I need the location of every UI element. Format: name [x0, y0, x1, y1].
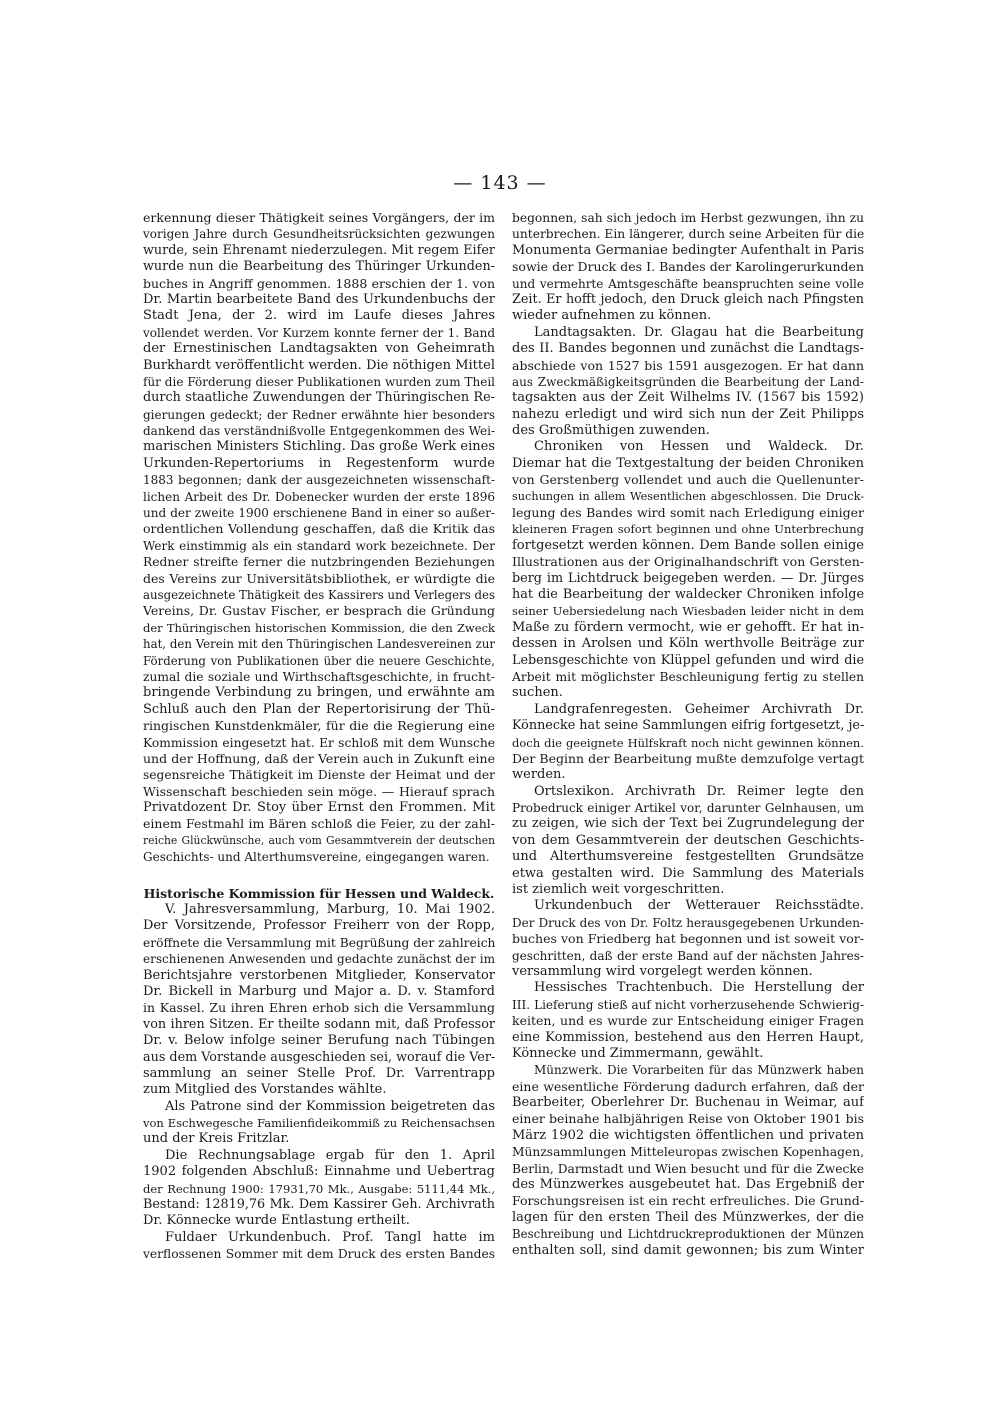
text-line: und der Hoffnung, daß der Verein auch in Zukunft eine [143, 750, 495, 766]
text-line: Urkunden-Repertoriums in Regestenform wurde [143, 455, 495, 471]
text-line: Münzwerk. Die Vorarbeiten für das Münzwerk haben [534, 1063, 864, 1078]
right-column [512, 210, 864, 1259]
text-line: kleineren Fragen sofort beginnen und ohne Unterbrechung [512, 522, 864, 537]
text-line: Könnecke und Zimmermann, gewählt. [512, 1045, 764, 1061]
text-line: der Thüringischen historischen Kommission, die den Zweck [143, 620, 495, 635]
text-line: legung des Bandes wird somit nach Erledigung einiger [512, 505, 864, 521]
text-line: erkennung dieser Thätigkeit seines Vorgängers, der im [143, 210, 495, 225]
text-line: tagsakten aus der Zeit Wilhelms IV. (1567 bis 1592) [512, 390, 864, 406]
text-line: ordentlichen Vollendung geschaffen, daß die Kritik das [143, 521, 495, 537]
text-line: in Kassel. Zu ihren Ehren erhob sich die Versammlung [143, 1000, 495, 1016]
text-line: marischen Ministers Stichling. Das große Werk eines [143, 439, 495, 455]
text-line: aus Zweckmäßigkeitsgründen die Bearbeitung der Land- [512, 374, 864, 389]
text-line: von dem Gesammtverein der deutschen Geschichts- [512, 832, 864, 848]
text-line: und der Kreis Fritzlar. [143, 1131, 290, 1147]
left-column [143, 210, 495, 1263]
text-line: fortgesetzt werden können. Dem Bande sollen einige [512, 537, 864, 553]
page-number: — 143 — [453, 172, 547, 194]
text-line: Der Beginn der Bearbeitung mußte demzufolge vertagt [512, 750, 864, 766]
text-line: und Alterthumsvereine festgestellten Grundsätze [512, 849, 864, 865]
text-line: Beschreibung und Lichtdruckreproduktionen der Münzen [512, 1227, 864, 1242]
text-line: seiner Uebersiedelung nach Wiesbaden leider nicht in dem [512, 604, 864, 619]
text-line: Illustrationen aus der Originalhandschrift von Gersten- [512, 554, 864, 570]
text-line: Als Patrone sind der Kommission beigetreten das [165, 1098, 495, 1114]
text-line: Der Druck des von Dr. Foltz herausgegebenen Urkunden- [512, 915, 864, 930]
text-line: nahezu erledigt und wird sich nun der Zeit Philipps [512, 406, 864, 422]
text-line: Dr. Martin bearbeitete Band des Urkundenbuchs der [143, 291, 495, 307]
text-line: Bestand: 12819,76 Mk. Dem Kassirer Geh. Archivrath [143, 1197, 495, 1213]
text-line: Münzsammlungen Mitteleuropas zwischen Kopenhagen, [512, 1145, 864, 1160]
text-line: Lebensgeschichte von Klüppel gefunden und wird die [512, 652, 864, 668]
text-line: der Rechnung 1900: 17931,70 Mk., Ausgabe: 5111,44 Mk., [143, 1181, 495, 1196]
text-line: sowie der Druck des I. Bandes der Karolingerurkunden [512, 259, 864, 275]
text-line: von ihren Sitzen. Er theilte sodann mit, daß Professor [143, 1016, 495, 1032]
text-line: vollendet werden. Vor Kurzem konnte ferner der 1. Band [143, 325, 495, 340]
text-line: hat die Bearbeitung der waldecker Chroniken infolge [512, 586, 864, 602]
text-line: Dr. Bickell in Marburg und Major a. D. v. Stamford [143, 983, 495, 999]
text-line: von Gerstenberg vollendet und auch die Quellenunter- [512, 472, 864, 488]
text-line: III. Lieferung stieß auf nicht vorherzusehende Schwierig- [512, 997, 864, 1012]
text-line: Berichtsjahre verstorbenen Mitglieder, Konservator [143, 967, 495, 983]
text-line: buches in Angriff genommen. 1888 erschien der 1. von [143, 275, 495, 291]
text-line: lichen Arbeit des Dr. Dobenecker wurden der erste 1896 [143, 489, 495, 504]
text-line: enthalten soll, sind damit gewonnen; bis zum Winter [512, 1242, 864, 1258]
text-line: zumal die soziale und Wirthschaftsgeschichte, in frucht- [143, 669, 495, 684]
text-line: und vermehrte Amtsgeschäfte beanspruchten seine volle [512, 276, 864, 291]
text-line: Dr. v. Below infolge seiner Berufung nach Tübingen [143, 1033, 495, 1049]
text-line: gierungen gedeckt; der Redner erwähnte hier besonders [143, 407, 495, 422]
text-line: Monumenta Germaniae bedingter Aufenthalt in Paris [512, 242, 864, 258]
text-line: zu zeigen, wie sich der Text bei Zugrundelegung der [512, 816, 864, 832]
text-line: Hessisches Trachtenbuch. Die Herstellung der [534, 980, 864, 996]
text-line: Diemar hat die Textgestaltung der beiden Chroniken [512, 455, 864, 471]
text-line: Bearbeiter, Oberlehrer Dr. Buchenau in Weimar, auf [512, 1095, 864, 1111]
text-line: verflossenen Sommer mit dem Druck des ersten Bandes [143, 1247, 495, 1262]
text-line: suchungen in allem Wesentlichen abgeschlossen. Die Druck- [512, 489, 864, 503]
text-line: Werk einstimmig als ein standard work bezeichnete. Der [143, 538, 495, 553]
text-line: berg im Lichtdruck beigegeben werden. — Dr. Jürges [512, 570, 864, 586]
text-line: Forschungsreisen ist ein recht erfreuliches. Die Grund- [512, 1193, 864, 1209]
text-line: ringischen Kunstdenkmäler, für die die Regierung eine [143, 718, 495, 734]
text-line: März 1902 die wichtigsten öffentlichen und privaten [512, 1127, 864, 1143]
text-line: Stadt Jena, der 2. wird im Laufe dieses Jahres [143, 308, 495, 324]
text-line: abschiede von 1527 bis 1591 ausgezogen. Er hat dann [512, 357, 864, 373]
text-line: und der zweite 1900 erschienene Band in einer so außer- [143, 506, 495, 521]
text-line: Landtagsakten. Dr. Glagau hat die Bearbeitung [534, 324, 864, 340]
text-line: Probedruck einiger Artikel vor, darunter Gelnhausen, um [512, 801, 864, 816]
text-line: Geschichts- und Alterthumsvereine, eingegangen waren. [143, 850, 490, 865]
text-line: ist ziemlich weit vorgeschritten. [512, 882, 725, 898]
text-line: lagen für den ersten Theil des Münzwerkes, der die [512, 1209, 864, 1225]
text-line: segensreiche Thätigkeit im Dienste der Heimat und der [143, 768, 495, 783]
text-line: des Großmüthigen zuwenden. [512, 423, 710, 439]
text-line: für die Förderung dieser Publikationen wurden zum Theil [143, 374, 495, 389]
text-line: von Eschwegesche Familienfideikommiß zu Reichensachsen [143, 1116, 495, 1131]
text-line: Dr. Könnecke wurde Entlastung ertheilt. [143, 1213, 410, 1229]
text-line: durch staatliche Zuwendungen der Thüringischen Re- [143, 390, 495, 406]
text-line: einer beinahe halbjährigen Reise von Oktober 1901 bis [512, 1111, 864, 1127]
text-line: unterbrechen. Ein längerer, durch seine Arbeiten für die [512, 227, 864, 242]
text-line: etwa gestalten wird. Die Sammlung des Materials [512, 865, 864, 881]
text-line: eine Kommission, bestehend aus den Herren Haupt, [512, 1029, 864, 1045]
text-line: V. Jahresversammlung, Marburg, 10. Mai 1902. [165, 902, 495, 918]
text-line: Kommission eingesetzt hat. Er schloß mit dem Wunsche [143, 735, 495, 750]
text-line: werden. [512, 767, 566, 783]
text-line: reiche Glückwünsche, auch vom Gesammtverein der deutschen [143, 833, 495, 847]
text-line: des II. Bandes begonnen und zunächst die Landtags- [512, 341, 864, 357]
text-line: keiten, und es wurde zur Entscheidung einiger Fragen [512, 1013, 864, 1029]
text-line: wieder aufnehmen zu können. [512, 308, 712, 324]
text-line: doch die geeignete Hülfskraft noch nicht gewinnen können. [512, 735, 864, 750]
text-line: Burkhardt veröffentlicht werden. Die nöthigen Mittel [143, 357, 495, 373]
text-line: erschienenen Anwesenden und gedachte zunächst der im [143, 952, 495, 967]
text-line: hat, den Verein mit den Thüringischen Landesvereinen zur [143, 637, 495, 652]
text-line: Vereins, Dr. Gustav Fischer, er besprach die Gründung [143, 603, 495, 619]
text-line: 1883 begonnen; dank der ausgezeichneten wissenschaft- [143, 473, 495, 488]
text-line: Ortslexikon. Archivrath Dr. Reimer legte den [534, 783, 864, 799]
text-line: Könnecke hat seine Sammlungen eifrig fortgesetzt, je- [512, 718, 864, 734]
text-line: zum Mitglied des Vorstandes wählte. [143, 1082, 387, 1098]
text-line: Redner streifte ferner die nutzbringenden Beziehungen [143, 555, 495, 570]
text-line: Maße zu fördern vermocht, wie er gehofft. Er hat in- [512, 619, 864, 635]
text-line: wurde, sein Ehrenamt niederzulegen. Mit regem Eifer [143, 242, 495, 258]
text-line: dessen in Arolsen und Köln werthvolle Beiträge zur [512, 636, 864, 652]
text-line: geschritten, daß der erste Band auf der nächsten Jahres- [512, 948, 864, 963]
text-line: aus dem Vorstande ausgeschieden sei, worauf die Ver- [143, 1049, 495, 1065]
text-line: versammlung wird vorgelegt werden können. [512, 963, 813, 979]
text-line: Schluß auch den Plan der Repertorisirung der Thü- [143, 701, 495, 717]
text-line: Wissenschaft beschieden sein möge. — Hierauf sprach [143, 783, 495, 799]
text-line: wurde nun die Bearbeitung des Thüringer Urkunden- [143, 259, 495, 275]
text-line: eröffnete die Versammlung mit Begrüßung der zahlreich [143, 935, 495, 950]
text-line: Chroniken von Hessen und Waldeck. Dr. [534, 439, 864, 455]
text-line: Die Rechnungsablage ergab für den 1. April [165, 1147, 495, 1163]
text-line: begonnen, sah sich jedoch im Herbst gezwungen, ihn zu [512, 211, 864, 225]
text-line: Landgrafenregesten. Geheimer Archivrath Dr. [534, 701, 864, 717]
text-line: bringende Verbindung zu bringen, und erwähnte am [143, 685, 495, 701]
text-line: Der Vorsitzende, Professor Freiherr von der Ropp, [143, 918, 495, 934]
text-line: buches von Friedberg hat begonnen und ist soweit vor- [512, 931, 864, 947]
text-line: Arbeit mit möglichster Beschleunigung fertig zu stellen [512, 669, 864, 684]
text-line: suchen. [512, 685, 563, 701]
text-line: des Münzwerkes ausgebeutet hat. Das Ergebniß der [512, 1177, 864, 1193]
text-line: Privatdozent Dr. Stoy über Ernst den Frommen. Mit [143, 800, 495, 816]
text-line: einem Festmahl im Bären schloß die Feier, zu der zahl- [143, 816, 495, 832]
text-line: der Ernestinischen Landtagsakten von Geheimrath [143, 341, 495, 357]
text-line: ausgezeichnete Thätigkeit des Kassirers und Verlegers des [143, 587, 495, 602]
text-line: sammlung an seiner Stelle Prof. Dr. Varrentrapp [143, 1065, 495, 1081]
text-line: Urkundenbuch der Wetterauer Reichsstädte. [534, 898, 864, 914]
section-heading: Historische Kommission für Hessen und Waldeck. [143, 885, 495, 901]
text-line: Berlin, Darmstadt und Wien besucht und für die Zwecke [512, 1161, 864, 1176]
text-line: dankend das verständnißvolle Entgegenkommen des Wei- [143, 424, 495, 439]
text-line: Fuldaer Urkundenbuch. Prof. Tangl hatte im [165, 1229, 495, 1245]
text-line: vorigen Jahre durch Gesundheitsrücksichten gezwungen [143, 227, 495, 242]
text-line: eine wesentliche Förderung dadurch erfahren, daß der [512, 1078, 864, 1094]
text-line: Förderung von Publikationen über die neuere Geschichte, [143, 653, 495, 668]
text-line: 1902 folgenden Abschluß: Einnahme und Uebertrag [143, 1164, 495, 1180]
text-line: Zeit. Er hofft jedoch, den Druck gleich nach Pfingsten [512, 291, 864, 307]
text-line: des Vereins zur Universitätsbibliothek, er würdigte die [143, 570, 495, 586]
